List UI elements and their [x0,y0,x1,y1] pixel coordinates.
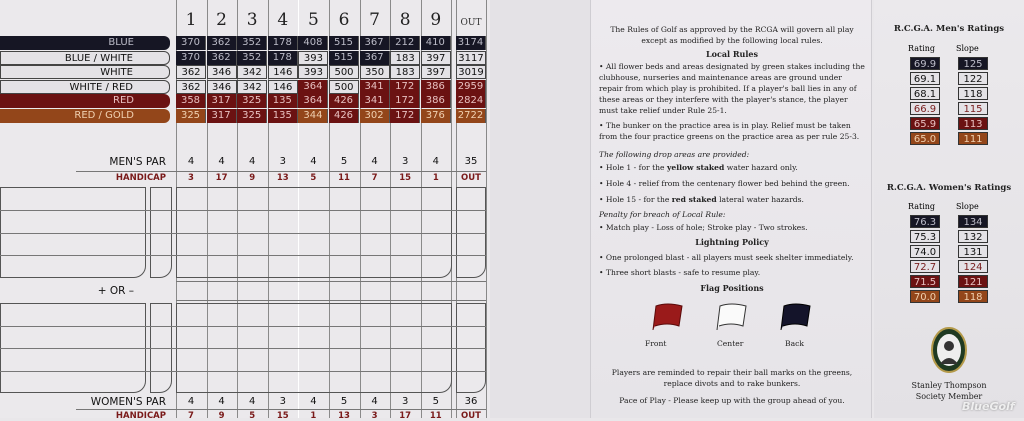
yardage-cell: 515 [329,36,359,50]
score-row-line [0,233,486,234]
slope-cell: 122 [958,72,988,85]
handicap-value: 17 [399,411,412,421]
divider [76,409,486,410]
handicap-value: 13 [276,173,289,183]
t: Three short blasts - safe to resume play. [605,268,761,277]
tee-name-blue-white: BLUE / WHITE [0,51,170,65]
pm-line [176,300,486,301]
flag-label-back: Back [785,339,804,348]
center-flag-icon [713,302,749,332]
local-rule-1-text: All flower beds and areas designated by green stakes including the clubhouse, nurseries and maintenance areas are ground under repair from which play is prohibited. If a player's ball lies in any of these areas or they interfere with the player's stance, the player must take relief under Rule 25-1. [599,62,865,115]
slope-cell: 118 [958,290,988,303]
handicap-value: 9 [218,411,225,421]
handicap-value: 3 [371,411,378,421]
yardage-cell: 346 [207,65,237,79]
par-value: 3 [402,396,409,407]
logo-caption-2: Society Member [915,392,983,401]
hole-number: 7 [369,10,380,30]
drop-area-1: • Hole 1 - for the yellow staked water hazard only. [599,163,798,172]
handicap-value: 15 [276,411,289,421]
penalty-1: • Match play - Loss of hole; Stroke play - Two strokes. [599,223,808,232]
score-row-line [0,255,486,256]
local-rule-1: • All flower beds and areas designated by green stakes including the clubhouse, nurseries and maintenance areas are ground under repair from which play is prohibited. If a player's ball lies in any of these areas or they interfere with the player's stance, the player must take relief under Rule 25-1. [599,62,865,115]
yardage-cell: 342 [237,65,267,79]
yardage-cell: 426 [329,94,359,108]
local-rules-title: Local Rules [706,49,758,59]
womens_par-label: WOMEN'S PAR [90,396,166,408]
slope-cell: 118 [958,87,988,100]
t: Match play - Loss of hole; Stroke play - Two strokes. [605,223,808,232]
yardage-cell: 325 [237,94,267,108]
t: Hole 15 - for the [605,195,672,204]
rating-cell: 72.7 [910,260,940,273]
handicap-value: 7 [371,173,378,183]
handicap-value: 13 [338,411,350,421]
par-value: 4 [187,396,195,407]
t: One prolonged blast - all players must seek shelter immediately. [605,253,854,262]
handicap-value: 17 [215,173,228,183]
yardage-cell: 410 [421,36,451,50]
tee-name-white-red: WHITE / RED [0,80,170,94]
yardage-cell: 212 [390,36,420,50]
penalty-title: Penalty for breach of Local Rule: [599,210,726,219]
logo-caption-1: Stanley Thompson [911,381,987,390]
yardage-cell: 146 [268,80,298,94]
yardage-cell: 386 [421,94,451,108]
yardage-cell: 393 [298,65,328,79]
yardage-cell: 386 [421,80,451,94]
slope-cell: 111 [958,132,988,145]
out-total-cell: 3019 [456,65,486,79]
yardage-cell: 500 [329,65,359,79]
yardage-cell: 352 [237,36,267,50]
red-staked: red staked [671,195,717,204]
handicap-value: 9 [249,173,256,183]
rating-cell: 76.3 [910,215,940,228]
yardage-cell: 172 [390,94,420,108]
par-value: 4 [249,156,256,167]
out-total-cell: 3174 [456,36,486,50]
yardage-cell: 515 [329,51,359,65]
t: lateral water hazards. [716,195,804,204]
yellow-staked: yellow staked [666,163,725,172]
yardage-cell: 317 [207,109,237,123]
par-value: 5 [340,396,348,407]
slope-cell: 132 [958,230,988,243]
womens_handicap-label: HANDICAP [115,411,166,421]
divider [76,171,486,172]
par-value: 4 [249,396,256,407]
slope-cell: 125 [958,57,988,70]
hole-number: 5 [307,10,319,30]
yardage-cell: 346 [207,80,237,94]
par-value: 4 [218,396,225,407]
rating-cell: 74.0 [910,245,940,258]
par-value: 5 [340,156,348,167]
repair-note: Players are reminded to repair their ball marks on the greens, replace divots and to rake bunkers. [611,368,853,388]
slope-cell: 113 [958,117,988,130]
handicap-value: 15 [399,173,412,183]
slope-cell: 121 [958,275,988,288]
grid-line [486,0,487,418]
yardage-cell: 135 [268,94,298,108]
par-value: 4 [432,156,439,167]
rating-cell: 69.1 [910,72,940,85]
yardage-cell: 362 [176,65,206,79]
yardage-cell: 352 [237,51,267,65]
handicap-total: OUT [461,173,481,183]
drop-area-3: • Hole 15 - for the red staked lateral water hazards. [599,195,804,204]
tee-name-blue: BLUE [0,36,170,50]
par-value: 4 [310,396,317,407]
yardage-cell: 358 [176,94,206,108]
lightning-2: • Three short blasts - safe to resume play. [599,268,761,277]
yardage-cell: 178 [268,36,298,50]
out-total-cell: 2959 [456,80,486,94]
yardage-cell: 364 [298,94,328,108]
yardage-cell: 325 [237,109,267,123]
drop-area-2: • Hole 4 - relief from the centenary flower bed behind the green. [599,179,850,188]
yardage-cell: 325 [176,109,206,123]
yardage-cell: 183 [390,65,420,79]
mens-rating-header: Rating [908,44,936,53]
score-row-line [0,348,486,349]
score-row-line [0,371,486,372]
rating-cell: 71.5 [910,275,940,288]
womens-slope-header: Slope [956,202,979,211]
hole-number: 8 [399,10,411,30]
yardage-cell: 364 [298,80,328,94]
pm-line [176,281,486,282]
rating-cell: 75.3 [910,230,940,243]
yardage-cell: 135 [268,109,298,123]
handicap-value: 5 [310,173,317,183]
yardage-cell: 426 [329,109,359,123]
yardage-cell: 350 [360,65,390,79]
flag-label-center: Center [717,339,744,348]
rating-cell: 65.9 [910,117,940,130]
par-value: 3 [279,396,286,407]
flag-positions-title: Flag Positions [700,283,764,293]
hole-number: 6 [338,10,350,30]
mens_handicap-label: HANDICAP [115,173,166,183]
tee-name-white: WHITE [0,65,170,79]
rating-cell: 70.0 [910,290,940,303]
t: Hole 4 - relief from the centenary flower bed behind the green. [605,179,850,188]
yardage-cell: 183 [390,51,420,65]
rating-cell: 68.1 [910,87,940,100]
yardage-cell: 302 [360,109,390,123]
yardage-cell: 341 [360,80,390,94]
yardage-cell: 367 [360,36,390,50]
slope-cell: 134 [958,215,988,228]
womens-ratings-title: R.C.G.A. Women's Ratings [886,183,1012,193]
womens-rating-header: Rating [908,202,936,211]
par-value: 4 [310,156,317,167]
mens-slope-header: Slope [956,44,979,53]
fold-gap [490,0,590,418]
handicap-value: 11 [338,173,350,183]
yardage-cell: 342 [237,80,267,94]
watermark: BlueGolf [962,400,1015,413]
yardage-cell: 362 [176,80,206,94]
rating-cell: 69.9 [910,57,940,70]
par-total: 36 [464,396,478,407]
out-total-cell: 2722 [456,109,486,123]
hole-number: 2 [216,10,227,30]
yardage-cell: 341 [360,94,390,108]
yardage-cell: 408 [298,36,328,50]
par-value: 5 [432,396,439,407]
handicap-value: 1 [432,173,439,183]
yardage-cell: 370 [176,51,206,65]
yardage-cell: 397 [421,51,451,65]
yardage-cell: 367 [360,51,390,65]
yardage-cell: 344 [298,109,328,123]
t: water hazard only. [724,163,798,172]
yardage-cell: 146 [268,65,298,79]
score-row-line [0,326,486,327]
ratings-panel [874,0,1024,418]
slope-cell: 131 [958,245,988,258]
yardage-cell: 500 [329,80,359,94]
par-total: 35 [464,156,478,167]
lightning-title: Lightning Policy [695,237,769,247]
out-total-cell: 3117 [456,51,486,65]
hole-number: 4 [277,10,289,30]
par-value: 4 [371,156,378,167]
yardage-cell: 172 [390,80,420,94]
flag-label-front: Front [645,339,667,348]
hole-number: 9 [430,10,442,30]
rating-cell: 66.9 [910,102,940,115]
par-value: 4 [218,156,225,167]
local-rule-2-text: The bunker on the practice area is in play. Relief must be taken from the four practice greens on the practice area as per rule 25-3. [599,121,860,141]
mens_par-label: MEN'S PAR [109,156,166,168]
handicap-value: 1 [310,411,317,421]
slope-cell: 124 [958,260,988,273]
front-flag-icon [649,302,685,332]
drop-areas-title: The following drop areas are provided: [599,150,750,159]
handicap-total: OUT [461,411,481,421]
par-value: 3 [279,156,286,167]
rules-intro: The Rules of Golf as approved by the RCGA will govern all play except as modified by the following local rules. [610,25,854,45]
slope-cell: 115 [958,102,988,115]
tee-name-red: RED [0,94,170,108]
stanley-thompson-logo [930,326,968,374]
handicap-value: 5 [249,411,256,421]
yardage-cell: 317 [207,94,237,108]
t: Hole 1 - for the [605,163,667,172]
plus-or-minus-label: + OR – [97,285,134,297]
yardage-cell: 397 [421,65,451,79]
yardage-cell: 178 [268,51,298,65]
par-value: 4 [187,156,195,167]
par-value: 4 [371,396,378,407]
mens-ratings-title: R.C.G.A. Men's Ratings [893,24,1005,34]
hole-number: 1 [185,10,197,30]
out-total-cell: 2824 [456,94,486,108]
pace-note: Pace of Play - Please keep up with the group ahead of you. [619,396,845,405]
handicap-value: 3 [188,173,194,183]
lightning-1: • One prolonged blast - all players must seek shelter immediately. [599,253,854,262]
par-value: 3 [402,156,409,167]
back-flag-icon [777,302,813,332]
rating-cell: 65.0 [910,132,940,145]
yardage-cell: 362 [207,36,237,50]
yardage-cell: 172 [390,109,420,123]
handicap-value: 7 [188,411,194,421]
score-row-line [0,210,486,211]
yardage-cell: 370 [176,36,206,50]
yardage-cell: 393 [298,51,328,65]
handicap-value: 11 [429,411,442,421]
yardage-cell: 362 [207,51,237,65]
local-rules-panel [590,0,872,418]
out-header: OUT [460,18,482,28]
tee-name-red-gold: RED / GOLD [0,109,170,123]
local-rule-2: • The bunker on the practice area is in play. Relief must be taken from the four practice greens on the practice area as per rule 25-3. [599,121,860,141]
hole-number: 3 [246,10,258,30]
yardage-cell: 376 [421,109,451,123]
